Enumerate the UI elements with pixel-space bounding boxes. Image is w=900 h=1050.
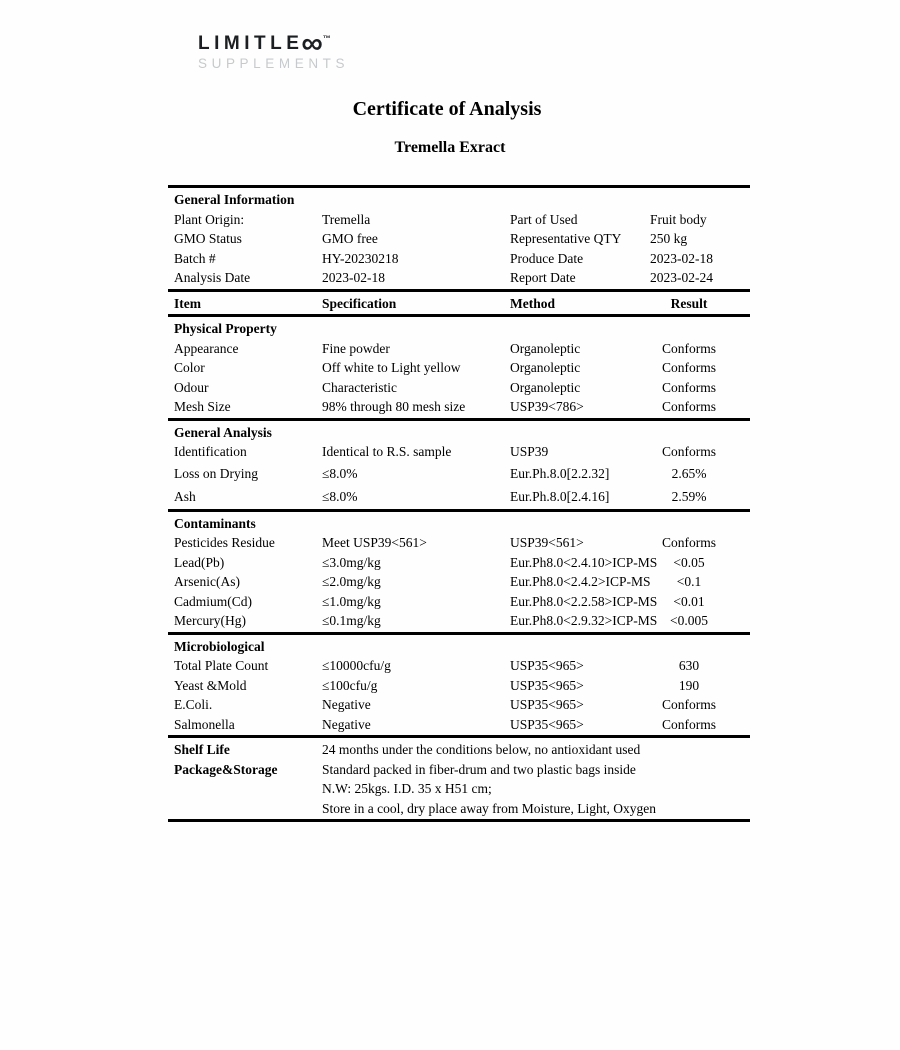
cell-method: Organoleptic — [510, 360, 581, 375]
cell-specification: Negative — [322, 697, 371, 712]
section-storage — [168, 738, 750, 822]
general-info-row — [168, 210, 750, 230]
table-row — [168, 358, 750, 378]
info-value: 2023-02-18 — [322, 270, 385, 285]
table-row — [168, 462, 750, 485]
cell-item: Mercury(Hg) — [174, 613, 246, 628]
table-row — [168, 695, 750, 715]
brand-tagline: SUPPLEMENTS — [198, 56, 350, 71]
infinity-icon: ∞ — [301, 27, 323, 60]
info-value: Fruit body — [650, 211, 707, 227]
table-row — [168, 553, 750, 573]
cell-specification: Meet USP39<561> — [322, 535, 427, 550]
cell-specification: ≤10000cfu/g — [322, 658, 391, 673]
cell-item: Pesticides Residue — [174, 535, 275, 550]
storage-row — [168, 799, 750, 819]
general-info-row — [168, 229, 750, 249]
table-row — [168, 611, 750, 631]
section-heading: Microbiological — [174, 638, 265, 654]
cell-item: Color — [174, 360, 205, 375]
cell-specification: ≤8.0% — [322, 465, 358, 481]
cell-specification: ≤1.0mg/kg — [322, 593, 381, 609]
general-info-row — [168, 268, 750, 288]
column-header-method: Method — [510, 295, 555, 311]
storage-label: Shelf Life — [174, 742, 230, 757]
cell-item: E.Coli. — [174, 697, 213, 712]
cell-method: USP35<965> — [510, 697, 584, 712]
cell-result: 630 — [678, 658, 700, 673]
table-row — [168, 339, 750, 359]
cell-result: 2.59% — [671, 488, 707, 504]
section-heading: Contaminants — [174, 515, 256, 531]
cell-specification: ≤8.0% — [322, 488, 358, 504]
info-label: Produce Date — [510, 250, 584, 266]
table-row — [168, 442, 750, 462]
table-header-row — [168, 294, 750, 314]
cell-result: <0.01 — [673, 593, 705, 609]
cell-specification: ≤100cfu/g — [322, 677, 378, 693]
cell-method: Organoleptic — [510, 379, 581, 395]
cell-result: 190 — [678, 677, 700, 693]
cell-item: Lead(Pb) — [174, 554, 225, 570]
section-contaminants — [168, 512, 750, 635]
table-row — [168, 592, 750, 612]
trademark-symbol: ™ — [322, 34, 331, 43]
storage-text: N.W: 25kgs. I.D. 35 x H51 cm; — [322, 781, 492, 796]
info-label: Representative QTY — [510, 231, 622, 246]
cell-item: Odour — [174, 379, 209, 395]
cell-result: Conforms — [662, 340, 716, 356]
info-label: Analysis Date — [174, 270, 251, 285]
cell-method: Organoleptic — [510, 340, 581, 356]
storage-label — [174, 799, 322, 819]
cell-item: Loss on Drying — [174, 465, 258, 481]
info-value: Tremella — [322, 211, 371, 227]
storage-text: Store in a cool, dry place away from Moisture, Light, Oxygen — [322, 800, 657, 816]
storage-row — [168, 760, 750, 780]
cell-method: USP39 — [510, 444, 549, 459]
storage-label: Package&Storage — [174, 761, 278, 777]
info-value: 2023-02-24 — [650, 270, 713, 285]
cell-specification: ≤0.1mg/kg — [322, 613, 381, 628]
cell-result: Conforms — [662, 399, 716, 414]
cell-method: Eur.Ph8.0<2.9.32>ICP-MS — [510, 613, 658, 628]
cell-item: Appearance — [174, 340, 239, 356]
storage-text: Standard packed in fiber-drum and two plastic bags inside — [322, 761, 636, 777]
cell-method: Eur.Ph.8.0[2.2.32] — [510, 465, 610, 481]
table-header-section — [168, 292, 750, 318]
column-header-result: Result — [670, 295, 708, 311]
cell-result: Conforms — [662, 716, 716, 732]
info-value: 2023-02-18 — [650, 250, 713, 266]
info-value: HY-20230218 — [322, 250, 399, 266]
info-label: Plant Origin: — [174, 211, 245, 227]
cell-method: Eur.Ph8.0<2.4.10>ICP-MS — [510, 554, 658, 570]
cell-method: USP35<965> — [510, 658, 584, 673]
info-label: GMO Status — [174, 231, 242, 246]
cell-method: Eur.Ph8.0<2.4.2>ICP-MS — [510, 574, 651, 589]
cell-specification: ≤2.0mg/kg — [322, 574, 381, 589]
section-microbiological — [168, 635, 750, 739]
table-row — [168, 715, 750, 735]
table-row — [168, 378, 750, 398]
cell-result: <0.1 — [676, 574, 702, 589]
cell-specification: ≤3.0mg/kg — [322, 554, 381, 570]
section-general-information — [168, 188, 750, 292]
table-row — [168, 533, 750, 553]
cell-result: Conforms — [662, 379, 716, 395]
cell-method: USP35<965> — [510, 716, 584, 732]
document-title: Certificate of Analysis — [352, 98, 542, 120]
cell-method: USP35<965> — [510, 677, 584, 693]
info-label: Report Date — [510, 270, 576, 285]
cell-result: <0.05 — [673, 554, 705, 570]
table-row — [168, 485, 750, 508]
info-value: 250 kg — [650, 231, 688, 246]
storage-row — [168, 740, 750, 760]
section-heading: General Analysis — [174, 424, 272, 440]
table-row — [168, 656, 750, 676]
cell-specification: Identical to R.S. sample — [322, 444, 452, 459]
cell-item: Ash — [174, 488, 196, 504]
info-label: Part of Used — [510, 211, 578, 227]
storage-text: 24 months under the conditions below, no antioxidant used — [322, 742, 641, 757]
cell-item: Arsenic(As) — [174, 574, 240, 589]
cell-method: Eur.Ph8.0<2.2.58>ICP-MS — [510, 593, 658, 609]
info-label: Batch # — [174, 250, 216, 266]
table-row — [168, 572, 750, 592]
cell-method: USP39<786> — [510, 399, 584, 414]
cell-method: Eur.Ph.8.0[2.4.16] — [510, 488, 610, 504]
cell-specification: Fine powder — [322, 340, 390, 356]
cell-specification: 98% through 80 mesh size — [322, 399, 466, 414]
certificate-table — [168, 185, 750, 822]
section-physical-property — [168, 317, 750, 421]
cell-result: <0.005 — [670, 613, 708, 628]
product-name: Tremella Exract — [394, 139, 506, 156]
table-row — [168, 397, 750, 417]
brand-name: LIMITLE — [198, 33, 304, 54]
section-heading: Physical Property — [174, 321, 277, 336]
cell-result: Conforms — [662, 444, 716, 459]
brand-logo — [198, 27, 350, 71]
table-row — [168, 676, 750, 696]
cell-item: Yeast &Mold — [174, 677, 247, 693]
column-header-item: Item — [174, 295, 201, 311]
cell-result: Conforms — [662, 360, 716, 375]
section-heading: General Information — [174, 192, 295, 207]
cell-item: Total Plate Count — [174, 658, 269, 673]
cell-item: Identification — [174, 444, 247, 459]
brand-logo-wordmark — [198, 27, 349, 60]
cell-specification: Characteristic — [322, 379, 397, 395]
storage-row — [168, 779, 750, 799]
cell-method: USP39<561> — [510, 535, 584, 550]
cell-specification: Off white to Light yellow — [322, 360, 461, 375]
cell-specification: Negative — [322, 716, 371, 732]
storage-label — [174, 779, 322, 799]
column-header-specification: Specification — [322, 295, 397, 311]
section-general-analysis — [168, 421, 750, 512]
cell-item: Mesh Size — [174, 399, 231, 414]
general-info-row — [168, 249, 750, 269]
cell-result: Conforms — [662, 697, 716, 712]
info-value: GMO free — [322, 231, 378, 246]
cell-result: Conforms — [662, 535, 716, 550]
cell-item: Cadmium(Cd) — [174, 593, 252, 609]
cell-result: 2.65% — [671, 465, 707, 481]
cell-item: Salmonella — [174, 716, 235, 732]
